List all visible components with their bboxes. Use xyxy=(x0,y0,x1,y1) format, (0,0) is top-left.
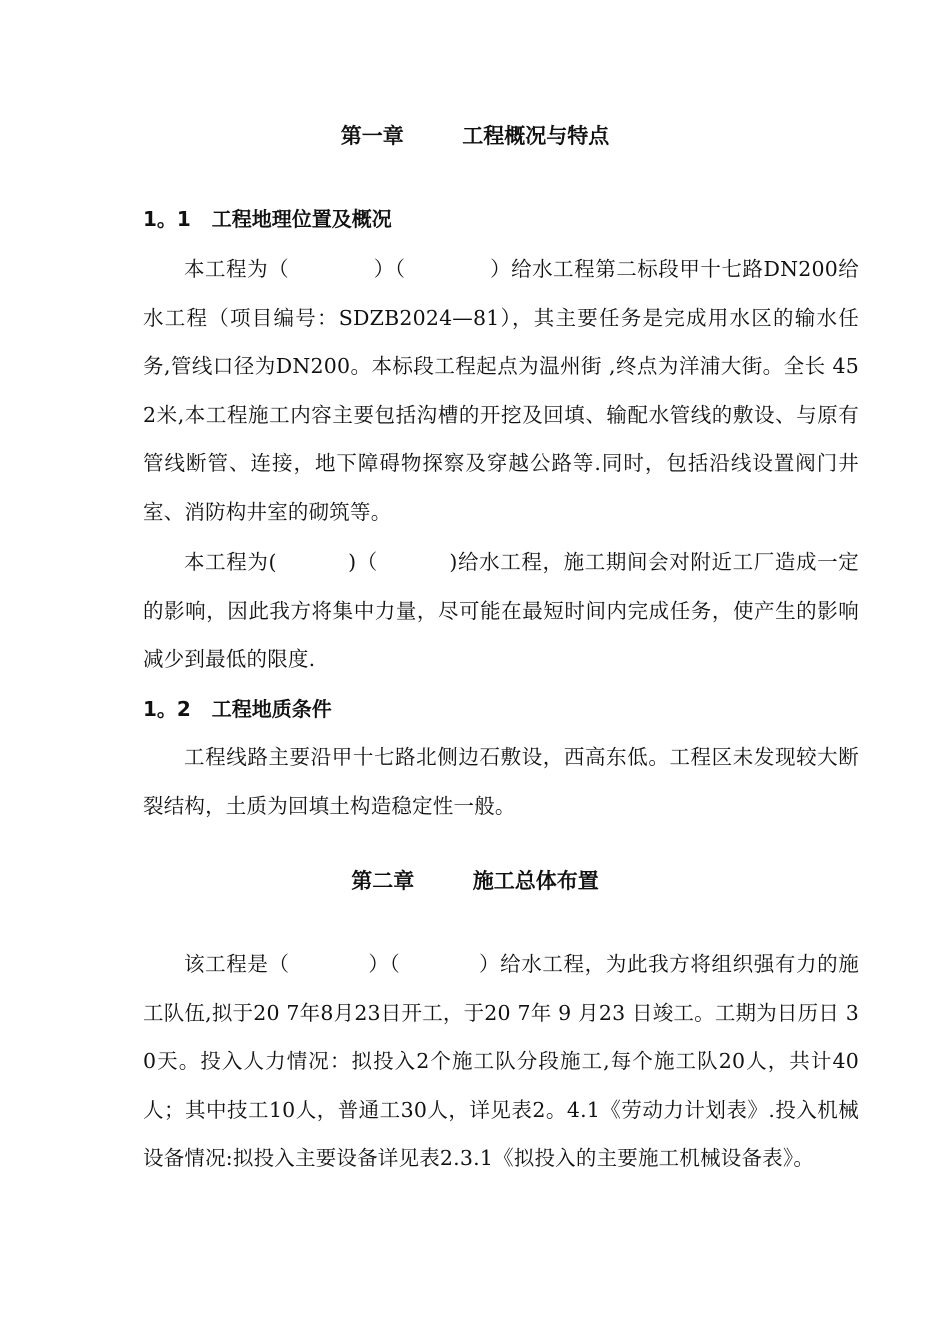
section-1-2-paragraph-1: 工程线路主要沿甲十七路北侧边石敷设，西高东低。工程区未发现较大断裂结构，土质为回填土构造稳定性一般。 xyxy=(143,745,859,818)
chapter-1-title: 第一章 工程概况与特点 xyxy=(340,124,610,148)
section-1-1-paragraph-2: 本工程为( )（ )给水工程，施工期间会对附近工厂造成一定的影响，因此我方将集中力量，尽可能在最短时间内完成任务，使产生的影响减少到最低的限度. xyxy=(143,550,859,672)
section-1-1-paragraph-1: 本工程为（ ）（ ）给水工程第二标段甲十七路DN200给水工程（项目编号：SDZB2024—81），其主要任务是完成用水区的输水任务,管线口径为DN200。本标段工程起点为温州街 ,终点为洋浦大街。全长 452米,本工程施工内容主要包括沟槽的开挖及回填、输配水管线的敷设、与原有管线断管、连接，地下障碍物探察及穿越公路等.同时，包括沿线设置阀门井室、消防构井室的砌筑等。 xyxy=(143,257,859,524)
section-1-1-heading: 1。1 工程地理位置及概况 xyxy=(143,207,392,231)
chapter-2-paragraph-1: 该工程是（ ）（ ）给水工程，为此我方将组织强有力的施工队伍,拟于20 7年8月23日开工，于20 7年 9 月23 日竣工。工期为日历日 30天。投入人力情况：拟投入2个施工队分段施工,每个施工队20人，共计40人；其中技工10人，普通工30人，详见表2。4.1《劳动力计划表》.投入机械设备情况:拟投入主要设备详见表2.3.1《拟投入的主要施工机械设备表》。 xyxy=(143,952,859,1171)
section-1-2-heading: 1。2 工程地质条件 xyxy=(143,697,332,721)
chapter-2-title: 第二章 施工总体布置 xyxy=(351,869,599,893)
